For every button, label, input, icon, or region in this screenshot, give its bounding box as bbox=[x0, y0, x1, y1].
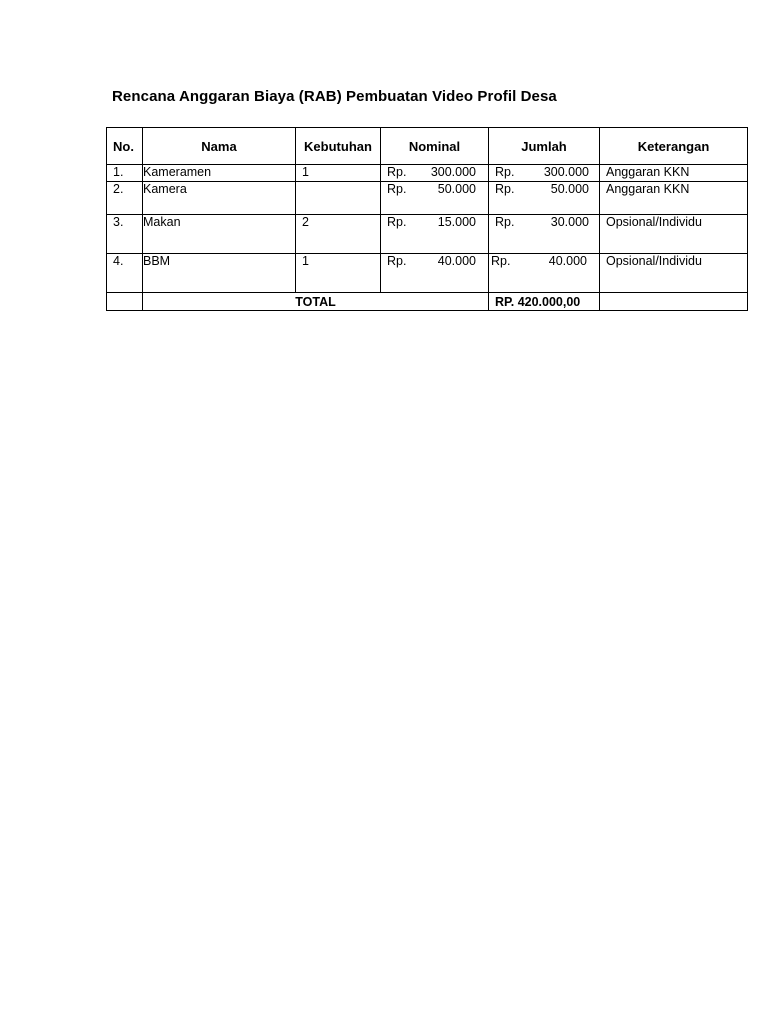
header-keterangan: Keterangan bbox=[600, 128, 748, 165]
cell-jumlah bbox=[489, 254, 600, 293]
cell-nama: BBM bbox=[143, 254, 296, 293]
cell-kebutuhan: 2 bbox=[296, 215, 381, 254]
cell-nominal bbox=[381, 165, 489, 182]
total-label: TOTAL bbox=[143, 293, 489, 311]
cell-keterangan: Anggaran KKN bbox=[600, 165, 748, 182]
cell-keterangan: Opsional/Individu bbox=[600, 254, 748, 293]
jumlah-currency: Rp. bbox=[491, 254, 511, 268]
nominal-currency: Rp. bbox=[387, 182, 407, 196]
table-row bbox=[107, 182, 748, 215]
cell-keterangan: Opsional/Individu bbox=[600, 215, 748, 254]
nominal-currency: Rp. bbox=[387, 254, 407, 268]
nominal-currency: Rp. bbox=[387, 215, 407, 229]
nominal-value: 15.000 bbox=[437, 215, 476, 229]
table-header-row bbox=[107, 128, 748, 165]
table-row bbox=[107, 165, 748, 182]
jumlah-currency: Rp. bbox=[495, 215, 515, 229]
total-row bbox=[107, 293, 748, 311]
cell-kebutuhan: 1 bbox=[296, 165, 381, 182]
total-empty-cell bbox=[107, 293, 143, 311]
header-nominal: Nominal bbox=[381, 128, 489, 165]
cell-kebutuhan bbox=[296, 182, 381, 215]
nominal-currency: Rp. bbox=[387, 165, 407, 179]
jumlah-value: 30.000 bbox=[550, 215, 589, 229]
cell-nama: Kameramen bbox=[143, 165, 296, 182]
nominal-value: 40.000 bbox=[437, 254, 476, 268]
cell-no: 4. bbox=[107, 254, 143, 293]
header-kebutuhan: Kebutuhan bbox=[296, 128, 381, 165]
cell-nominal bbox=[381, 182, 489, 215]
total-empty-cell bbox=[600, 293, 748, 311]
total-value: RP. 420.000,00 bbox=[489, 293, 600, 311]
cell-nominal bbox=[381, 254, 489, 293]
cell-nama: Kamera bbox=[143, 182, 296, 215]
cell-nama: Makan bbox=[143, 215, 296, 254]
jumlah-value: 40.000 bbox=[548, 254, 587, 268]
cell-jumlah bbox=[489, 215, 600, 254]
cell-jumlah bbox=[489, 165, 600, 182]
cell-no: 3. bbox=[107, 215, 143, 254]
jumlah-value: 50.000 bbox=[550, 182, 589, 196]
jumlah-value: 300.000 bbox=[543, 165, 589, 179]
page-title: Rencana Anggaran Biaya (RAB) Pembuatan Video Profil Desa bbox=[112, 88, 557, 105]
header-nama: Nama bbox=[143, 128, 296, 165]
cell-nominal bbox=[381, 215, 489, 254]
header-jumlah: Jumlah bbox=[489, 128, 600, 165]
table-row bbox=[107, 254, 748, 293]
nominal-value: 50.000 bbox=[437, 182, 476, 196]
jumlah-currency: Rp. bbox=[495, 165, 515, 179]
header-no: No. bbox=[107, 128, 143, 165]
cell-kebutuhan: 1 bbox=[296, 254, 381, 293]
table-row bbox=[107, 215, 748, 254]
cell-keterangan: Anggaran KKN bbox=[600, 182, 748, 215]
budget-table bbox=[106, 127, 748, 311]
nominal-value: 300.000 bbox=[430, 165, 476, 179]
cell-no: 1. bbox=[107, 165, 143, 182]
cell-no: 2. bbox=[107, 182, 143, 215]
jumlah-currency: Rp. bbox=[495, 182, 515, 196]
cell-jumlah bbox=[489, 182, 600, 215]
